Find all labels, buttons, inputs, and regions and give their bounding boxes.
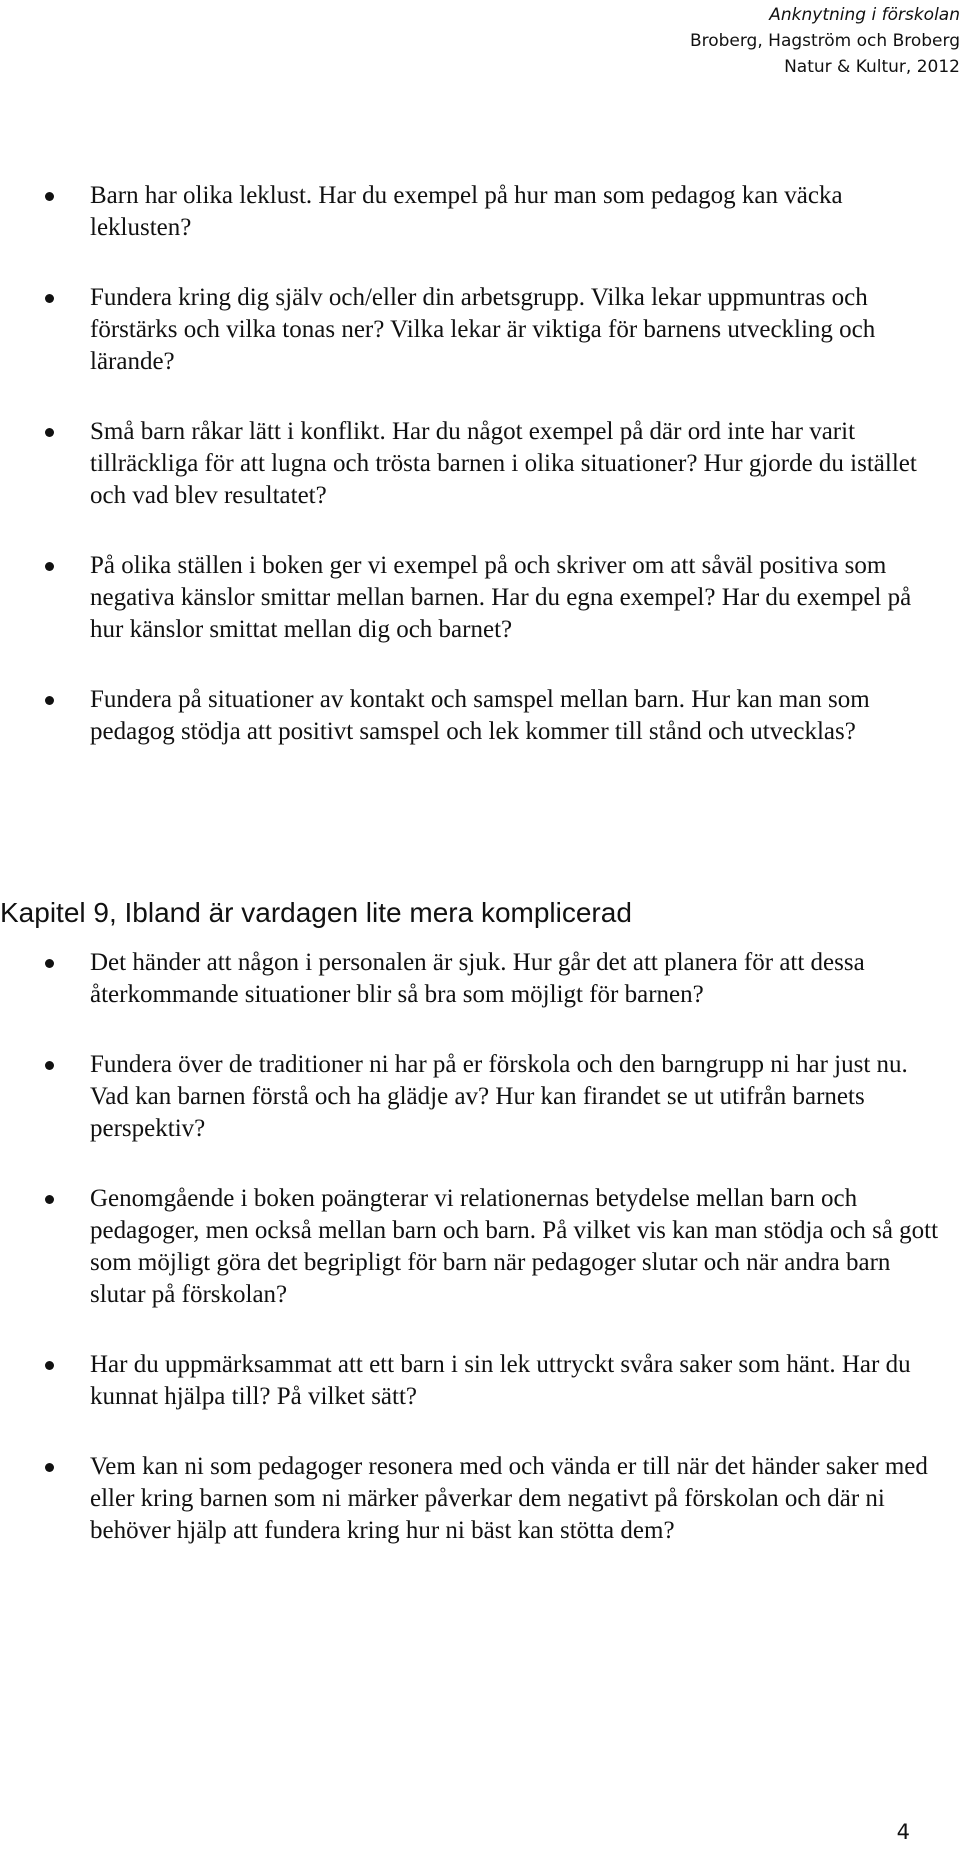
list-item	[0, 416, 960, 512]
bullet-icon	[45, 1061, 54, 1070]
bullet-icon	[45, 696, 54, 705]
bullet-icon	[45, 192, 54, 201]
list-item	[0, 550, 960, 646]
bullet-icon	[45, 1195, 54, 1204]
list-item	[0, 1451, 960, 1547]
header-publisher: Natur & Kultur, 2012	[784, 57, 960, 77]
question-text: Fundera över de traditioner ni har på er förskola och den barngrupp ni har just nu. Vad kan barnen förstå och ha glädje av? Hur kan firandet se ut utifrån barnets perspektiv?	[90, 1051, 908, 1142]
question-text: Genomgående i boken poängterar vi relationernas betydelse mellan barn och pedagoger, men också mellan barn och barn. På vilket vis kan man stödja och så gott som möjligt göra det begripligt för barn när pedagoger slutar och när andra barn slutar på förskolan?	[90, 1185, 939, 1308]
list-item	[0, 947, 960, 1011]
header-book-title: Anknytning i förskolan	[769, 5, 960, 25]
question-list-chapter	[0, 947, 960, 1585]
header-authors: Broberg, Hagström och Broberg	[689, 31, 960, 51]
question-text: Fundera kring dig själv och/eller din arbetsgrupp. Vilka lekar uppmuntras och förstärks och vilka tonas ner? Vilka lekar är viktiga för barnens utveckling och lärande?	[90, 284, 876, 375]
question-text: Fundera på situationer av kontakt och samspel mellan barn. Hur kan man som pedagog stödja att positivt samspel och lek kommer till stånd och utvecklas?	[90, 686, 870, 745]
bullet-icon	[45, 1361, 54, 1370]
question-text: Det händer att någon i personalen är sjuk. Hur går det att planera för att dessa återkommande situationer blir så bra som möjligt för barnen?	[90, 949, 865, 1008]
bullet-icon	[45, 562, 54, 571]
list-item	[0, 180, 960, 244]
bullet-icon	[45, 294, 54, 303]
bullet-icon	[45, 428, 54, 437]
question-text: Vem kan ni som pedagoger resonera med och vända er till när det händer saker med eller kring barnen som ni märker påverkar dem negativt på förskolan och där ni behöver hjälp att fundera kring hur ni bäst kan stötta dem?	[90, 1453, 928, 1544]
list-item	[0, 1349, 960, 1413]
list-item	[0, 1183, 960, 1311]
question-text: Barn har olika leklust. Har du exempel på hur man som pedagog kan väcka leklusten?	[90, 182, 843, 241]
question-text: På olika ställen i boken ger vi exempel på och skriver om att såväl positiva som negativa känslor smittar mellan barnen. Har du egna exempel? Har du exempel på hur känslor smittat mellan dig och barnet?	[90, 552, 912, 643]
question-list-before	[0, 180, 960, 786]
list-item	[0, 684, 960, 748]
list-item	[0, 282, 960, 378]
page-header	[690, 2, 960, 80]
bullet-icon	[45, 959, 54, 968]
page-number: 4	[896, 1820, 910, 1844]
bullet-icon	[45, 1463, 54, 1472]
question-text: Små barn råkar lätt i konflikt. Har du något exempel på där ord inte har varit tillräckliga för att lugna och trösta barnen i olika situationer? Hur gjorde du istället och vad blev resultatet?	[90, 418, 917, 509]
question-text: Har du uppmärksammat att ett barn i sin lek uttryckt svåra saker som hänt. Har du kunnat hjälpa till? På vilket sätt?	[90, 1351, 911, 1410]
chapter-heading: Kapitel 9, Ibland är vardagen lite mera komplicerad	[0, 897, 632, 928]
list-item	[0, 1049, 960, 1145]
